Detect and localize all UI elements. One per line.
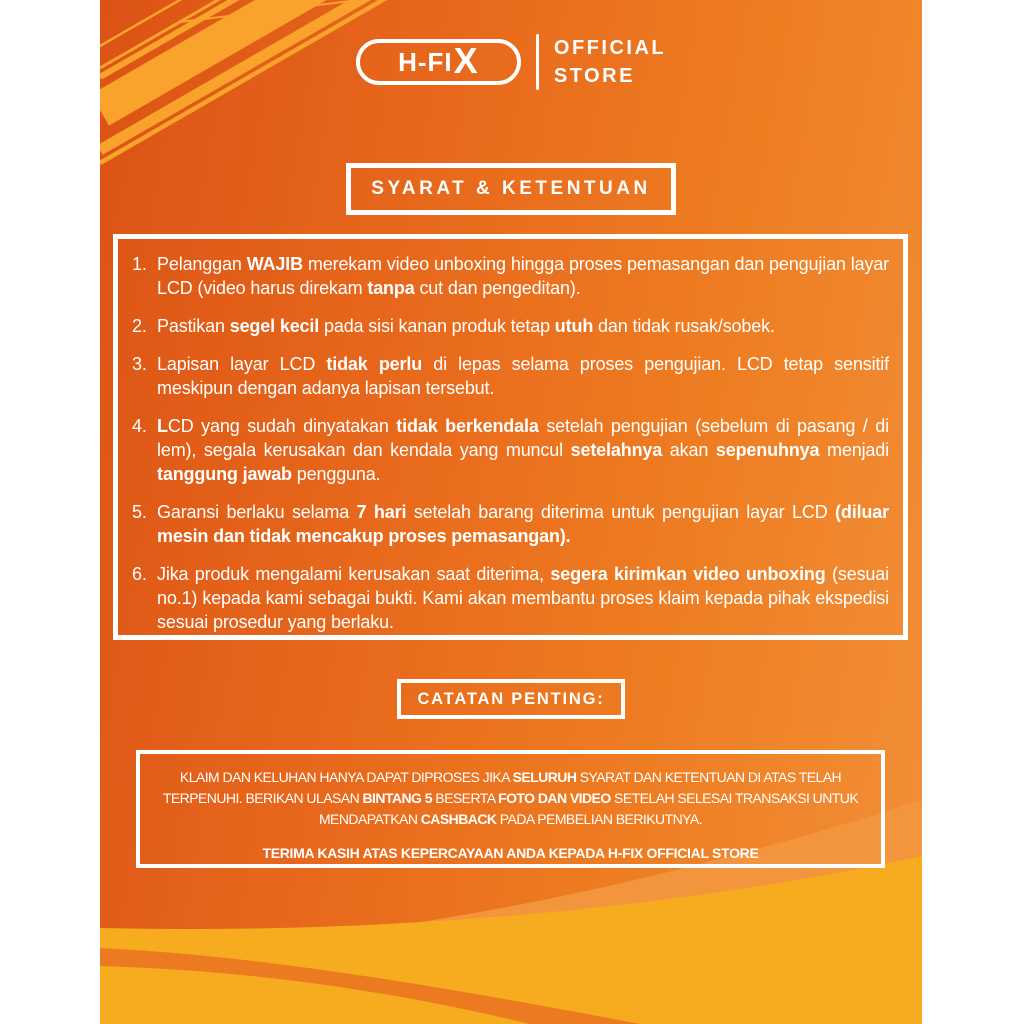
- term-item: [132, 252, 889, 300]
- terms-title: SYARAT & KETENTUAN: [371, 178, 651, 199]
- store-wordmark-line2: STORE: [553, 65, 635, 87]
- terms-list: [132, 252, 889, 634]
- term-text: LCD yang sudah dinyatakan tidak berkendala setelah pengujian (sebelum di pasang / di lem), segala kerusakan dan kendala yang muncul setelahnya akan sepenuhnya menjadi tanggung jawab pengguna.: [157, 416, 889, 484]
- term-number: 1.: [132, 254, 147, 274]
- term-item: [132, 414, 889, 486]
- term-number: 2.: [132, 316, 147, 336]
- notes-body: KLAIM DAN KELUHAN HANYA DAPAT DIPROSES JIKA SELURUH SYARAT DAN KETENTUAN DI ATAS TELAH TERPENUHI. BERIKAN ULASAN BINTANG 5 BESERTA FOTO DAN VIDEO SETELAH SELESAI TRANSAKSI UNTUK MENDAPATKAN CASHBACK PADA PEMBELIAN BERIKUTNYA.: [162, 769, 859, 827]
- term-item: [132, 352, 889, 400]
- store-wordmark: [554, 34, 666, 90]
- term-number: 5.: [132, 502, 147, 522]
- term-number: 4.: [132, 416, 147, 436]
- term-number: 6.: [132, 564, 147, 584]
- brand-logo-x-glyph: X: [453, 40, 479, 81]
- term-item: [132, 314, 889, 338]
- poster: [100, 0, 922, 1024]
- terms-title-box: [346, 163, 676, 215]
- notes-thanks-line: TERIMA KASIH ATAS KEPERCAYAAN ANDA KEPADA H-FIX OFFICIAL STORE: [262, 845, 759, 861]
- term-text: Pelanggan WAJIB merekam video unboxing hingga proses pemasangan dan pengujian layar LCD (video harus direkam tanpa cut dan pengeditan).: [157, 254, 889, 298]
- logo-divider: [536, 34, 539, 90]
- terms-box: [113, 234, 908, 640]
- notes-title: CATATAN PENTING:: [417, 689, 605, 708]
- store-wordmark-line1: OFFICIAL: [553, 37, 667, 59]
- term-text: Lapisan layar LCD tidak perlu di lepas selama proses pengujian. LCD tetap sensitif meskipun dengan adanya lapisan tersebut.: [157, 354, 889, 398]
- term-item: [132, 562, 889, 634]
- term-item: [132, 500, 889, 548]
- brand-logo-text: H-FI: [398, 47, 453, 77]
- term-text: Garansi berlaku selama 7 hari setelah barang diterima untuk pengujian layar LCD (diluar mesin dan tidak mencakup proses pemasangan).: [157, 502, 889, 546]
- brand-logo: [356, 39, 521, 85]
- notes-box: [136, 750, 885, 868]
- notes-title-box: [397, 679, 625, 719]
- term-text: Jika produk mengalami kerusakan saat diterima, segera kirimkan video unboxing (sesuai no.1) kepada kami sebagai bukti. Kami akan membantu proses klaim kepada pihak ekspedisi sesuai prosedur yang berlaku.: [157, 564, 889, 632]
- brand-header: [100, 34, 922, 90]
- term-number: 3.: [132, 354, 147, 374]
- term-text: Pastikan segel kecil pada sisi kanan produk tetap utuh dan tidak rusak/sobek.: [157, 316, 775, 336]
